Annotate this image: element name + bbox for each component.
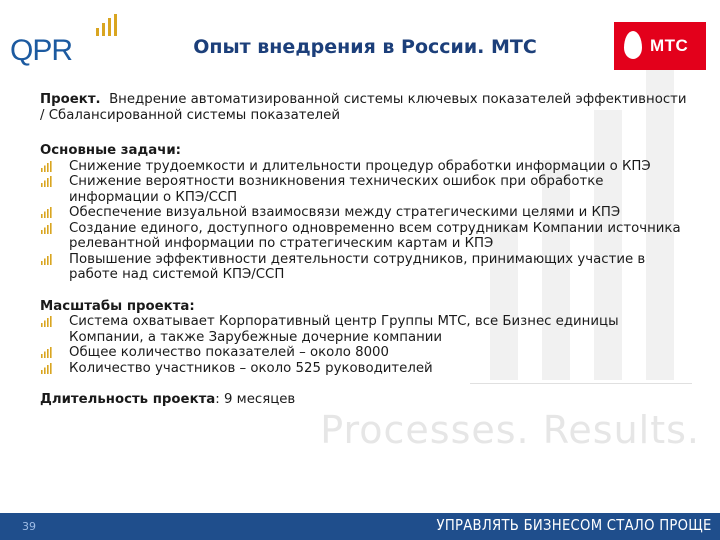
bar-chart-bullet-icon — [41, 223, 52, 234]
list-item — [40, 361, 695, 377]
mts-logo — [614, 22, 706, 70]
list-item — [40, 314, 695, 345]
project-duration — [40, 392, 695, 408]
list-item — [40, 345, 695, 361]
page-number: 39 — [22, 520, 36, 533]
project-label: Проект. — [40, 92, 101, 107]
footer-bar — [0, 513, 720, 540]
list-item — [40, 252, 695, 283]
tasks-heading: Основные задачи: — [40, 143, 181, 158]
list-item-text: Общее количество показателей – около 8000 — [69, 345, 389, 360]
list-item-text: Создание единого, доступного одновременно всем сотрудникам Компании источника релевантной информации по стратегическим картам и КПЭ — [69, 220, 681, 251]
list-item-text: Количество участников – около 525 руководителей — [69, 360, 433, 376]
qpr-logo-text: QPR — [10, 34, 73, 67]
list-item-text: Снижение вероятности возникновения технических ошибок при обработке информации о КПЭ/ССП — [69, 174, 604, 205]
qpr-logo — [10, 14, 120, 66]
bar-chart-bullet-icon — [41, 347, 52, 358]
project-text: Внедрение автоматизированной системы ключевых показателей эффективности / Сбалансированной системы показателей — [40, 92, 687, 123]
bar-chart-bullet-icon — [41, 161, 52, 172]
scale-list — [40, 314, 695, 376]
tasks-list — [40, 159, 695, 283]
watermark-text: Processes. Results. — [320, 408, 700, 452]
list-item — [40, 159, 695, 175]
bar-chart-bullet-icon — [41, 363, 52, 374]
page-title: Опыт внедрения в России. МТС — [193, 36, 537, 58]
project-description — [40, 92, 695, 123]
list-item-text: Повышение эффективности деятельности сотрудников, принимающих участие в работе над системой КПЭ/ССП — [69, 251, 646, 282]
bar-chart-logo-icon — [96, 14, 120, 36]
list-item-text: Обеспечение визуальной взаимосвязи между стратегическими целями и КПЭ — [69, 205, 621, 220]
mts-logo-text: МТС — [650, 36, 689, 55]
list-item-text: Снижение трудоемкости и длительности процедур обработки информации о КПЭ — [69, 158, 651, 174]
mts-egg-icon — [624, 31, 642, 59]
list-item — [40, 205, 695, 221]
duration-label: Длительность проекта — [40, 392, 216, 407]
list-item-text: Система охватывает Корпоративный центр Группы МТС, все Бизнес единицы Компании, а также Зарубежные дочерние компании — [69, 314, 619, 345]
bar-chart-bullet-icon — [41, 176, 52, 187]
duration-value: : 9 месяцев — [215, 392, 296, 407]
bar-chart-bullet-icon — [41, 207, 52, 218]
slide-content — [40, 92, 695, 421]
bar-chart-bullet-icon — [41, 316, 52, 327]
footer-slogan: УПРАВЛЯТЬ БИЗНЕСОМ СТАЛО ПРОЩЕ — [436, 516, 712, 534]
bar-chart-bullet-icon — [41, 254, 52, 265]
list-item — [40, 174, 695, 205]
scale-heading: Масштабы проекта: — [40, 298, 195, 314]
list-item — [40, 221, 695, 252]
